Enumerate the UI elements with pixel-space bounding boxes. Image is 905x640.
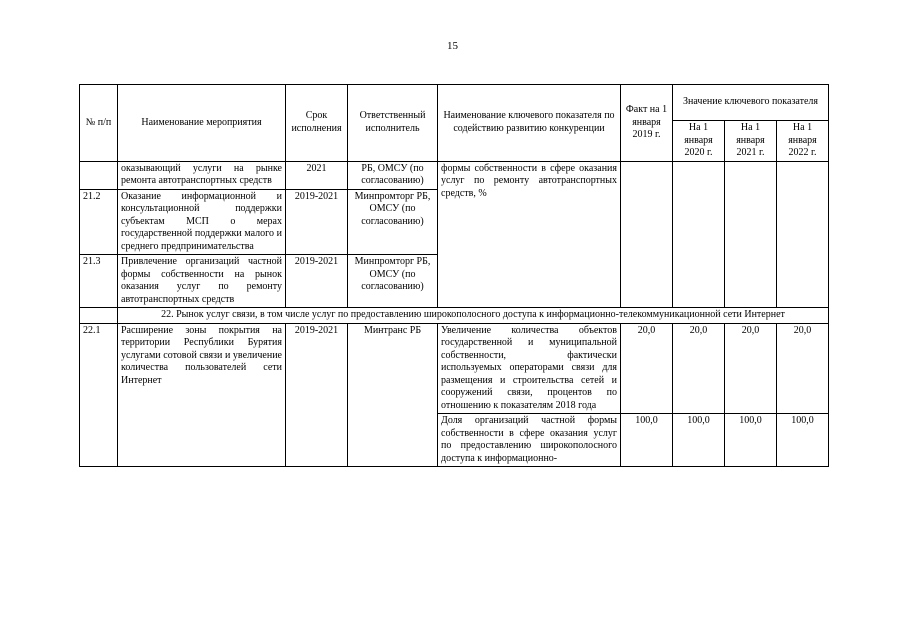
indicator-cell: формы собственности в сфере оказания услуг по ремонту автотранспортных средств, % bbox=[438, 161, 621, 308]
header-deadline: Срок исполнения bbox=[286, 85, 348, 162]
event-cell: Привлечение организаций частной формы собственности на рынок оказания услуг по ремонту автотранспортных средств bbox=[118, 255, 286, 308]
value-2021: 20,0 bbox=[725, 323, 777, 414]
deadline-cell: 2019-2021 bbox=[286, 323, 348, 467]
section-title: 22. Рынок услуг связи, в том числе услуг по предоставлению широкополосного доступа к информационно-телекоммуникационной сети Интернет bbox=[118, 308, 829, 324]
value-2020: 100,0 bbox=[673, 414, 725, 467]
deadline-cell: 2019-2021 bbox=[286, 189, 348, 255]
table-row bbox=[80, 161, 829, 189]
responsible-cell: Минпромторг РБ, ОМСУ (по согласованию) bbox=[348, 189, 438, 255]
fact-value: 20,0 bbox=[621, 323, 673, 414]
header-2020: На 1 января 2020 г. bbox=[673, 121, 725, 162]
row-number: 21.2 bbox=[80, 189, 118, 255]
responsible-cell: РБ, ОМСУ (по согласованию) bbox=[348, 161, 438, 189]
responsible-cell: Минтранс РБ bbox=[348, 323, 438, 467]
header-responsible: Ответственный исполнитель bbox=[348, 85, 438, 162]
event-cell: Оказание информационной и консультационной поддержки субъектам МСП о мерах государственной поддержки малого и среднего предпринимательства bbox=[118, 189, 286, 255]
row-number: 22.1 bbox=[80, 323, 118, 467]
indicator-cell: Увеличение количества объектов государственной и муниципальной собственности, фактически используемых операторами связи для размещения и строительства сетей и сооружений связи, процентов по отношению к показателям 2018 года bbox=[438, 323, 621, 414]
measures-table bbox=[79, 84, 829, 467]
section-row bbox=[80, 308, 829, 324]
fact-value: 100,0 bbox=[621, 414, 673, 467]
header-fact: Факт на 1 января 2019 г. bbox=[621, 85, 673, 162]
event-cell: оказывающий услуги на рынке ремонта автотранспортных средств bbox=[118, 161, 286, 189]
value-2020: 20,0 bbox=[673, 323, 725, 414]
header-num: № п/п bbox=[80, 85, 118, 162]
table-row bbox=[80, 323, 829, 414]
page-number: 15 bbox=[447, 40, 458, 52]
row-number: 21.3 bbox=[80, 255, 118, 308]
value-2021: 100,0 bbox=[725, 414, 777, 467]
header-event: Наименование мероприятия bbox=[118, 85, 286, 162]
deadline-cell: 2021 bbox=[286, 161, 348, 189]
event-cell: Расширение зоны покрытия на территории Республики Бурятия услугами сотовой связи и увеличение количества пользователей сети Интернет bbox=[118, 323, 286, 467]
value-2022: 20,0 bbox=[777, 323, 829, 414]
header-value-group: Значение ключевого показателя bbox=[673, 85, 829, 121]
header-2022: На 1 января 2022 г. bbox=[777, 121, 829, 162]
header-2021: На 1 января 2021 г. bbox=[725, 121, 777, 162]
indicator-cell: Доля организаций частной формы собственности в сфере оказания услуг по предоставлению широкополосного доступа к информационно- bbox=[438, 414, 621, 467]
header-indicator: Наименование ключевого показателя по содействию развитию конкуренции bbox=[438, 85, 621, 162]
responsible-cell: Минпромторг РБ, ОМСУ (по согласованию) bbox=[348, 255, 438, 308]
deadline-cell: 2019-2021 bbox=[286, 255, 348, 308]
value-2022: 100,0 bbox=[777, 414, 829, 467]
